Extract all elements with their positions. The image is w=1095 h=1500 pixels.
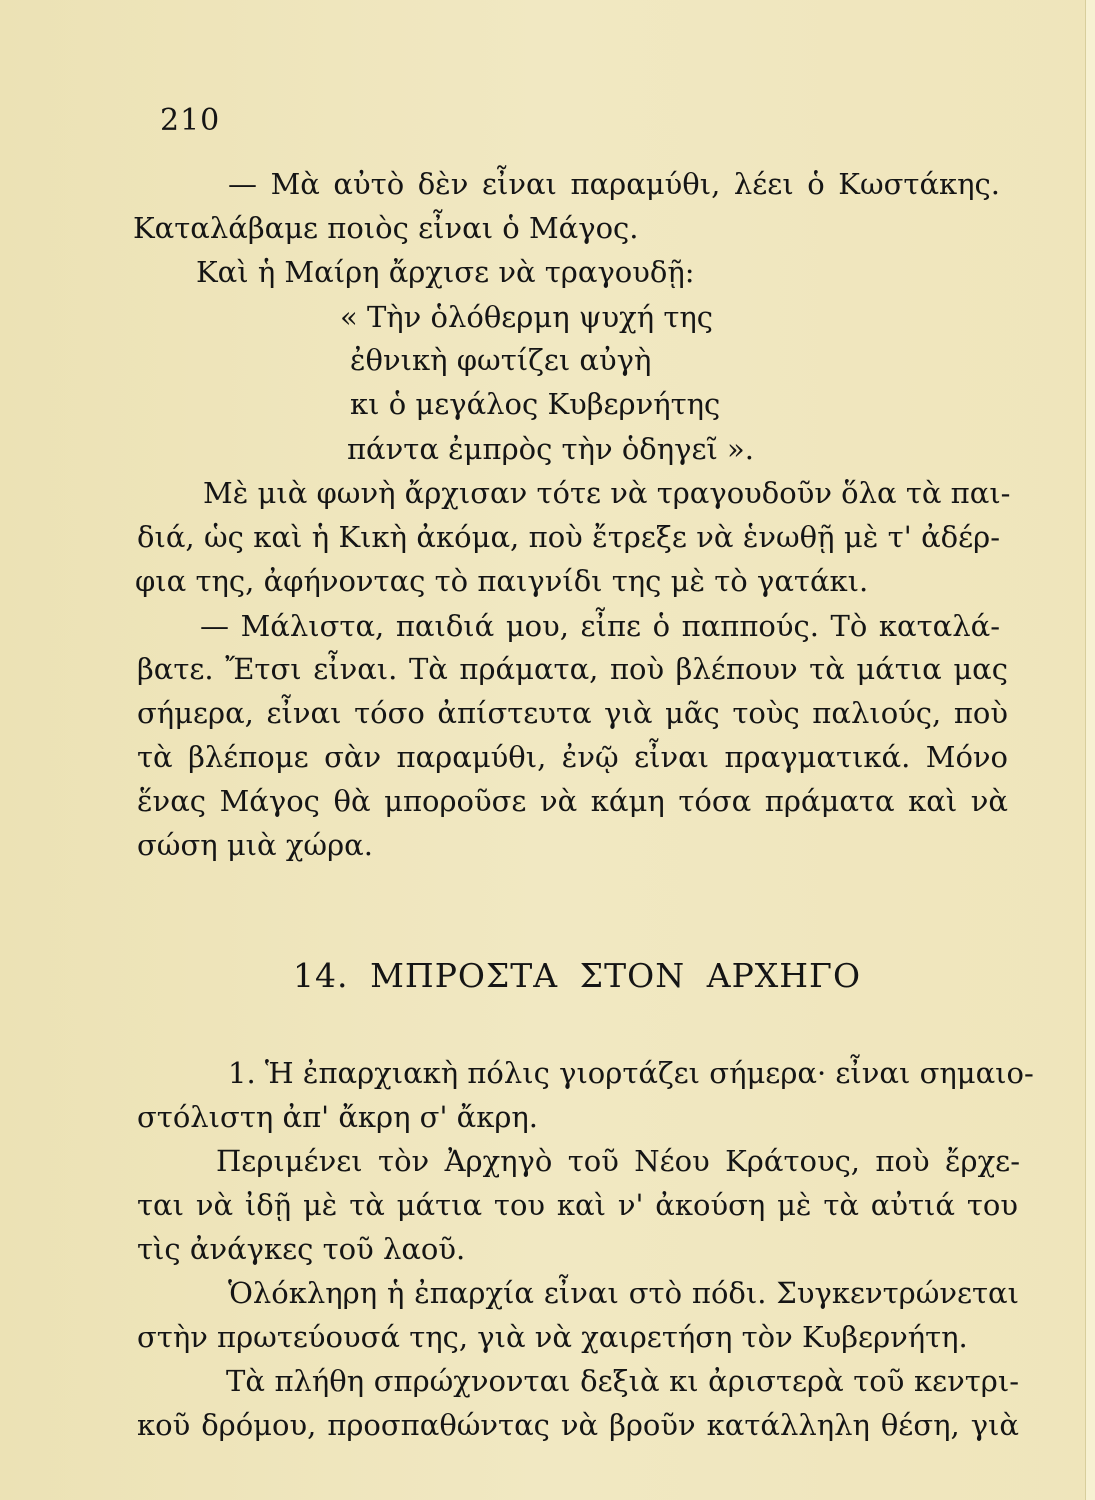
verse-line: κι ὁ μεγάλος Κυβερνήτης [350,387,721,421]
text-line: τὶς ἀνάγκες τοῦ λαοῦ. [137,1232,466,1266]
text-line: φια της, ἀφήνοντας τὸ παιγνίδι της μὲ τὸ γατάκι. [135,564,869,598]
text-line: Καταλάβαμε ποιὸς εἶναι ὁ Μάγος. [133,211,639,245]
page-edge [1085,0,1095,1500]
text-line: Μὲ μιὰ φωνὴ ἄρχισαν τότε νὰ τραγουδοῦν ὅλα τὰ παι- [203,476,1011,510]
text-line: — Μὰ αὐτὸ δὲν εἶναι παραμύθι, λέει ὁ Κωστάκης. [228,167,1000,201]
text-line: στὴν πρωτεύουσά της, γιὰ νὰ χαιρετήση τὸν Κυβερνήτη. [137,1320,968,1354]
text-line: — Μάλιστα, παιδιά μου, εἶπε ὁ παππούς. Τὸ καταλά- [200,609,1000,643]
text-line: σώση μιὰ χώρα. [137,828,373,862]
text-line: κοῦ δρόμου, προσπαθώντας νὰ βροῦν κατάλληλη θέση, γιὰ [137,1408,1019,1442]
verse-line: « Τὴν ὁλόθερμη ψυχή της [340,300,713,334]
text-line: ἕνας Μάγος θὰ μποροῦσε νὰ κάμη τόσα πράματα καὶ νὰ [137,784,1008,818]
text-line: ται νὰ ἰδῇ μὲ τὰ μάτια του καὶ ν' ἀκούση μὲ τὰ αὐτιά του [137,1188,1018,1222]
page-number: 210 [160,103,221,138]
verse-line: ἐθνικὴ φωτίζει αὐγὴ [350,343,652,377]
chapter-heading: 14. ΜΠΡΟΣΤΑ ΣΤΟΝ ΑΡΧΗΓΟ [293,956,861,995]
text-line: Τὰ πλήθη σπρώχνονται δεξιὰ κι ἀριστερὰ τοῦ κεντρι- [226,1364,1019,1398]
text-line: στόλιστη ἀπ' ἄκρη σ' ἄκρη. [137,1100,539,1134]
text-line: τὰ βλέπομε σὰν παραμύθι, ἐνῷ εἶναι πραγματικά. Μόνο [137,740,1008,774]
verse-line: πάντα ἐμπρὸς τὴν ὁδηγεῖ ». [347,432,755,466]
text-line: διά, ὡς καὶ ἡ Κικὴ ἀκόμα, ποὺ ἔτρεξε νὰ ἑνωθῇ μὲ τ' ἀδέρ- [137,520,1000,554]
text-line: Ὁλόκληρη ἡ ἐπαρχία εἶναι στὸ πόδι. Συγκεντρώνεται [228,1276,1019,1310]
text-line: Καὶ ἡ Μαίρη ἄρχισε νὰ τραγουδῇ: [196,255,695,289]
text-line: σήμερα, εἶναι τόσο ἀπίστευτα γιὰ μᾶς τοὺς παλιούς, ποὺ [137,696,1008,730]
text-line: Περιμένει τὸν Ἀρχηγὸ τοῦ Νέου Κράτους, ποὺ ἔρχε- [216,1144,1020,1178]
text-line: βατε. Ἔτσι εἶναι. Τὰ πράματα, ποὺ βλέπουν τὰ μάτια μας [137,652,1008,686]
text-line: 1. Ἡ ἐπαρχιακὴ πόλις γιορτάζει σήμερα· εἶναι σημαιο- [228,1056,1034,1090]
